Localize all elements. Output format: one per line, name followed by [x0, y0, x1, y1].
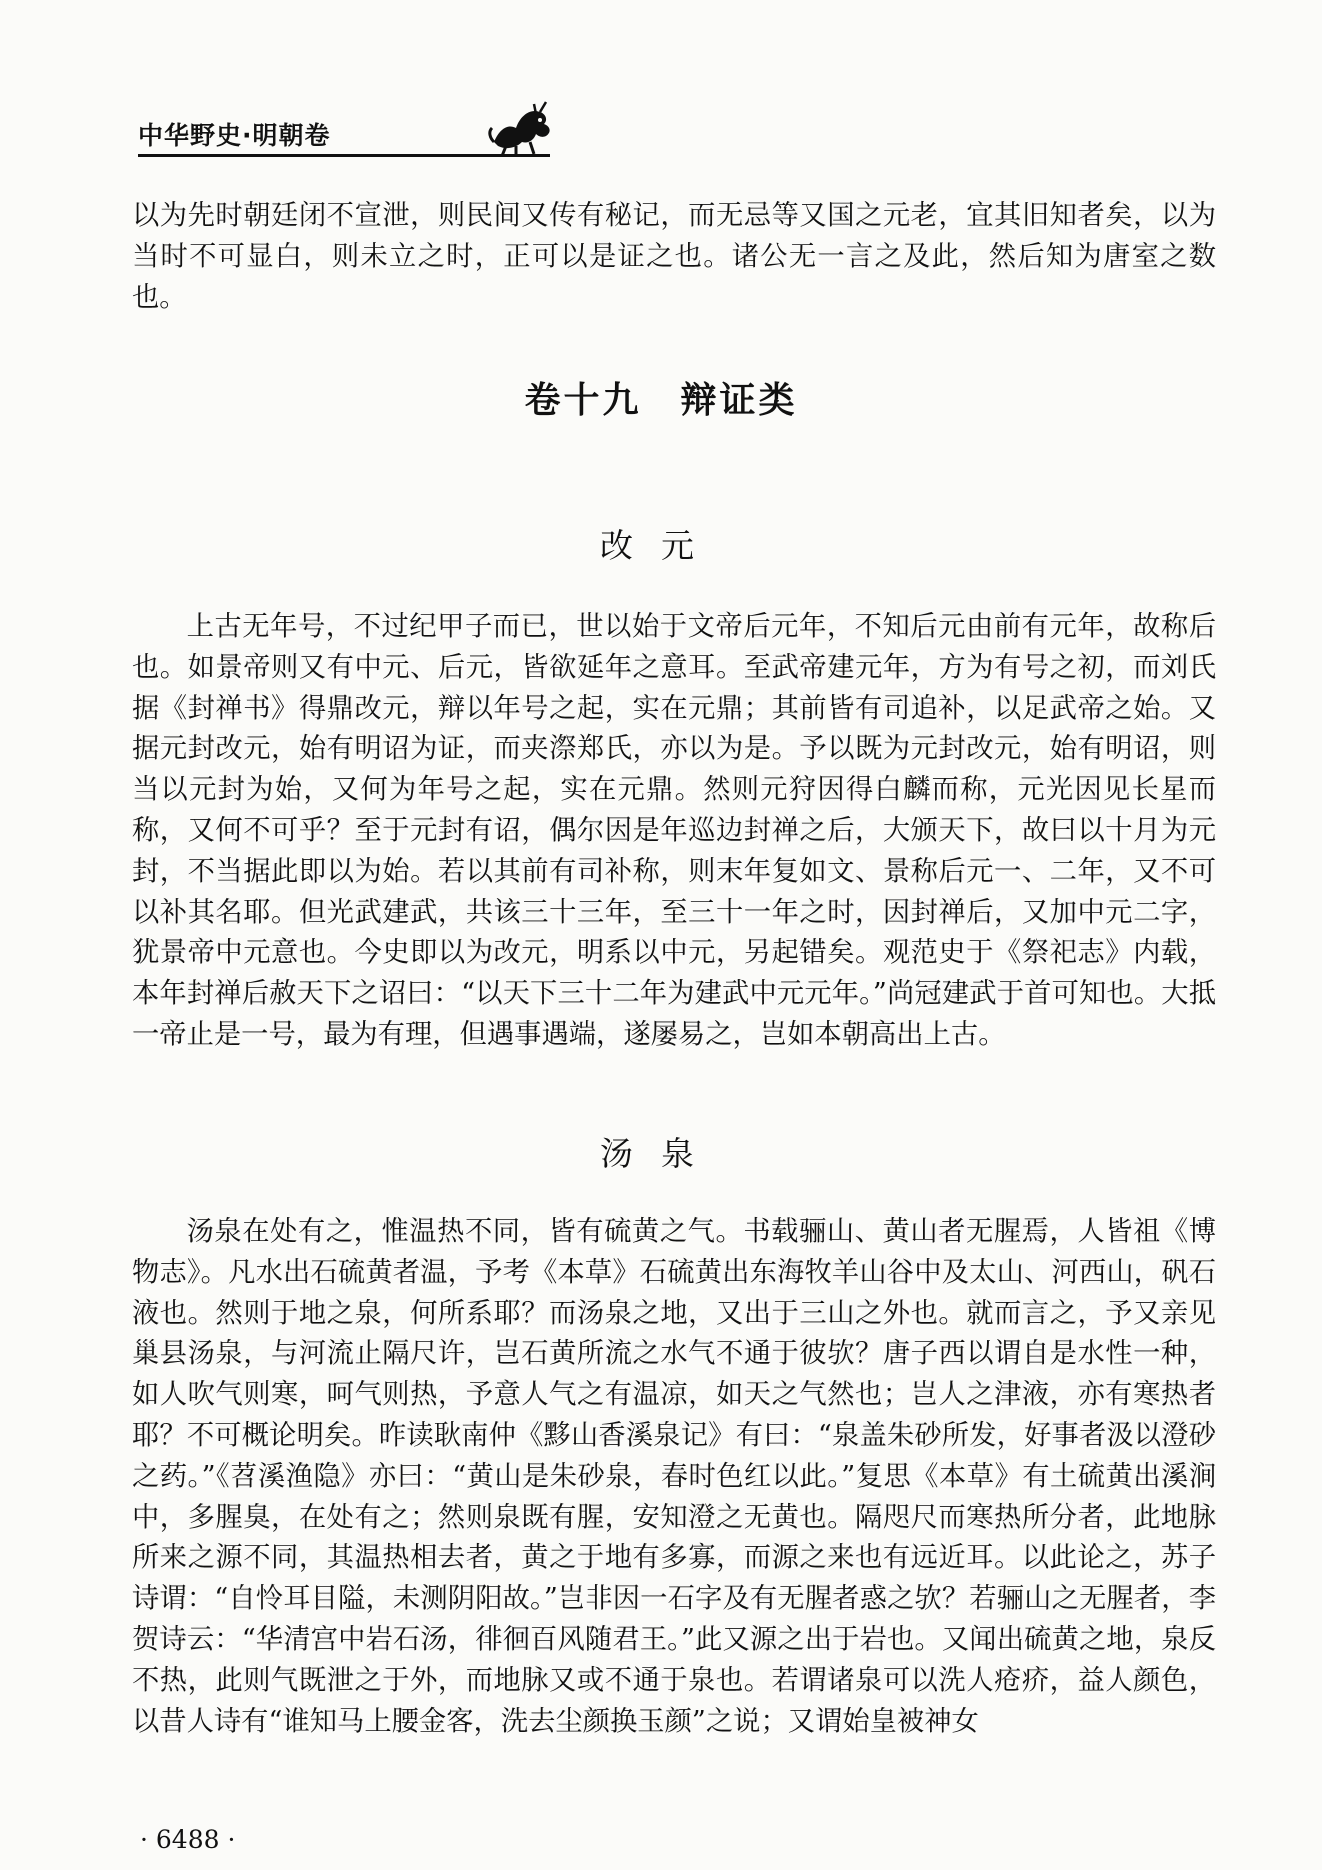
chapter-title: 卷十九 辩证类 — [524, 380, 798, 421]
section-paragraph-gaiyuan: 上古无年号，不过纪甲子而已，世以始于文帝后元年，不知后元由前有元年，故称后也。如景帝则又有中元、后元，皆欲延年之意耳。至武帝建元年，方为有号之初，而刘氏据《封禅书》得鼎改元，辩以年号之起，实在元鼎；其前皆有司追补，以足武帝之始。又据元封改元，始有明诏为证，而夹漈郑氏，亦以为是。予以既为元封改元，始有明诏，则当以元封为始，又何为年号之起，实在元鼎。然则元狩因得白麟而称，元光因见长星而称，又何不可乎？至于元封有诏，偶尔因是年巡边封禅之后，大颁天下，故曰以十月为元封，不当据此即以为始。若以其前有司补称，则末年复如文、景称后元一、二年，又不可以补其名耶。但光武建武，共该三十三年，至三十一年之时，因封禅后，又加中元二字，犹景帝中元意也。今史即以为改元，明系以中元，另起错矣。观范史于《祭祀志》内载，本年封禅后赦天下之诏曰：“以天下三十二年为建武中元元年。”尚冠建武于首可知也。大抵一帝止是一号，最为有理，但遇事遇端，遂屡易之，岂如本朝高出上古。 — [132, 611, 1216, 1050]
page-number: · 6488 · — [140, 1825, 236, 1854]
section-title-gaiyuan: 改元 — [600, 526, 722, 565]
section-title-tangquan: 汤泉 — [600, 1134, 722, 1173]
book-title: 中华野史·明朝卷 — [138, 121, 331, 150]
continuation-paragraph: 以为先时朝廷闭不宣泄，则民间又传有秘记，而无忌等又国之元老，宜其旧知者矣，以为当时不可显白，则未立之时，正可以是证之也。诸公无一言之及此，然后知为唐室之数也。 — [132, 200, 1216, 313]
section-paragraph-tangquan: 汤泉在处有之，惟温热不同，皆有硫黄之气。书载骊山、黄山者无腥焉，人皆祖《博物志》。凡水出石硫黄者温，予考《本草》石硫黄出东海牧羊山谷中及太山、河西山，矾石液也。然则于地之泉，何所系耶？而汤泉之地，又出于三山之外也。就而言之，予又亲见巢县汤泉，与河流止隔尺许，岂石黄所流之水气不通于彼欤？唐子西以谓自是水性一种，如人吹气则寒，呵气则热，予意人气之有温凉，如天之气然也；岂人之津液，亦有寒热者耶？不可概论明矣。昨读耿南仲《黟山香溪泉记》有曰：“泉盖朱砂所发，好事者汲以澄砂之药。”《苕溪渔隐》亦曰：“黄山是朱砂泉，春时色红以此。”复思《本草》有土硫黄出溪涧中，多腥臭，在处有之；然则泉既有腥，安知澄之无黄也。隔咫尺而寒热所分者，此地脉所来之源不同，其温热相去者，黄之于地有多寡，而源之来也有远近耳。以此论之，苏子诗谓：“自怜耳目隘，未测阴阳故。”岂非因一石字及有无腥者惑之欤？若骊山之无腥者，李贺诗云：“华清宫中岩石汤，徘徊百风随君王。”此又源之出于岩也。又闻出硫黄之地，泉反不热，此则气既泄之于外，而地脉又或不通于泉也。若谓诸泉可以洗人疮疥，益人颜色，以昔人诗有“谁知马上腰金客，洗去尘颜换玉颜”之说；又谓始皇被神女 — [132, 1216, 1216, 1737]
